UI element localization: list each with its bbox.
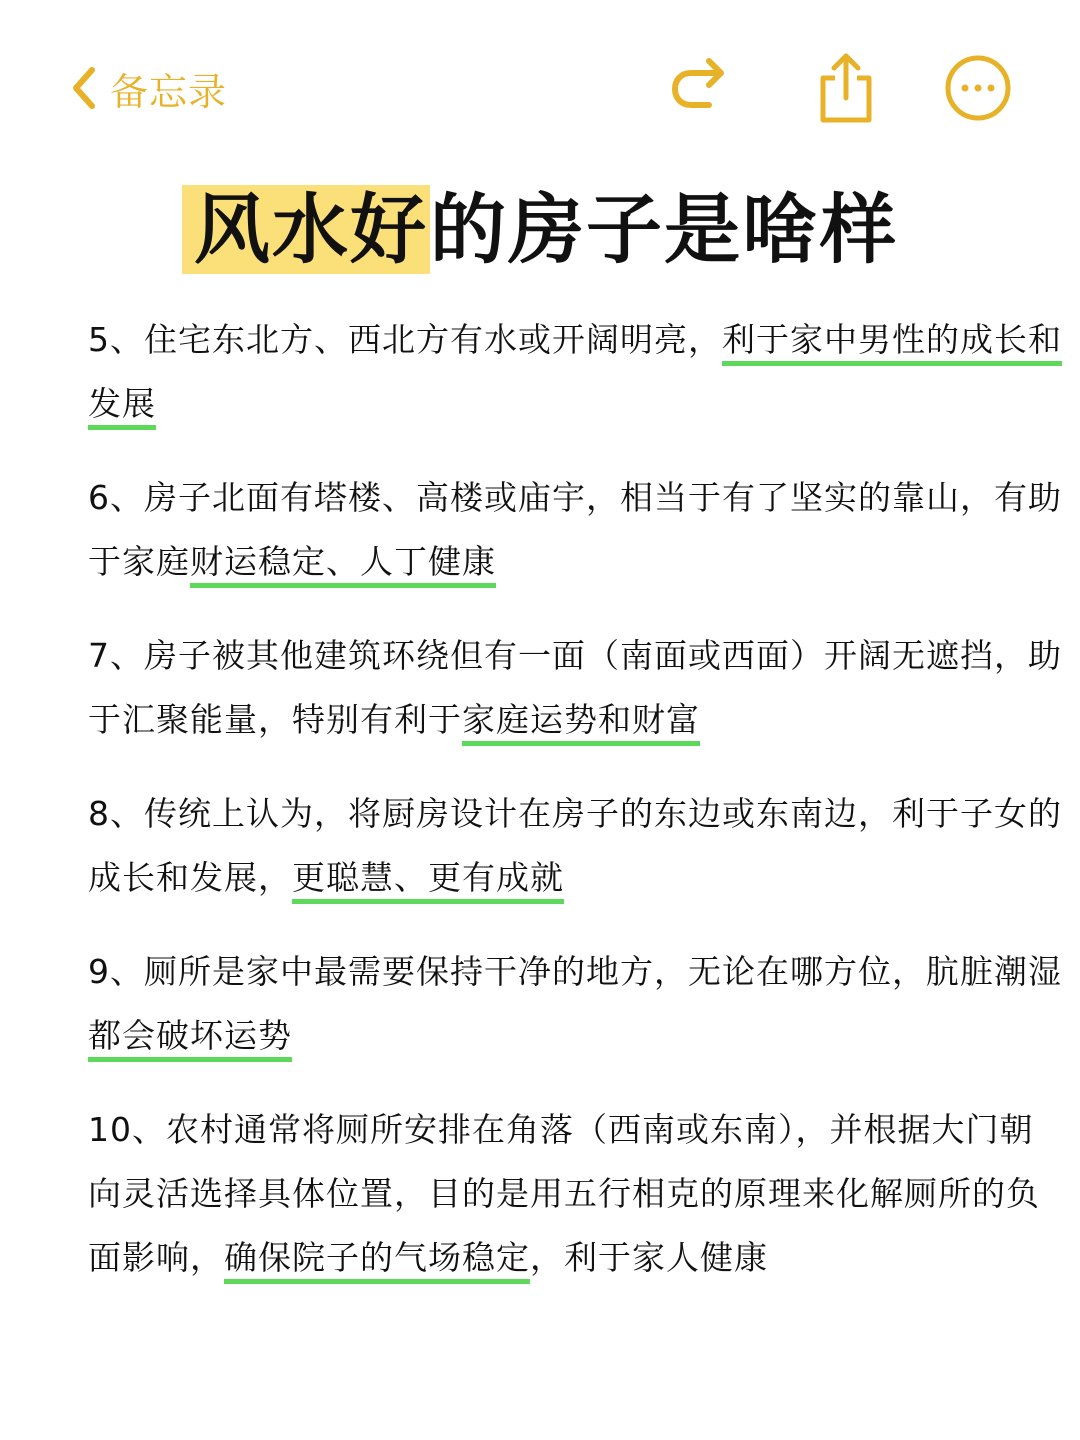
item-text: 6、房子北面有塔楼、高楼或庙宇，相当于有了坚实的靠山，有助于家庭 bbox=[88, 478, 1062, 581]
note-item-9 bbox=[88, 940, 1063, 1068]
item-text: 10、农村通常将厕所安排在角落（西南或东南），并根据大门朝向灵活选择具体位置，目的是用五行相克的原理来化解厕所的负面影响， bbox=[88, 1110, 1040, 1277]
note-item-5 bbox=[88, 308, 1063, 436]
navigation-bar bbox=[0, 0, 1080, 170]
redo-button[interactable] bbox=[662, 50, 738, 126]
chevron-left-icon bbox=[66, 64, 102, 112]
item-underlined-text: 家庭运势和财富 bbox=[462, 700, 700, 739]
redo-icon bbox=[665, 53, 735, 123]
item-text: 7、房子被其他建筑环绕但有一面（南面或西面）开阔无遮挡，助于汇聚能量，特别有利于 bbox=[88, 636, 1062, 739]
note-item-8 bbox=[88, 782, 1063, 910]
note-item-6 bbox=[88, 466, 1063, 594]
note-title bbox=[182, 178, 898, 282]
more-button[interactable] bbox=[940, 50, 1016, 126]
note-title-container bbox=[0, 178, 1080, 282]
back-button[interactable] bbox=[66, 58, 227, 118]
item-text: 9、厕所是家中最需要保持干净的地方，无论在哪方位，肮脏潮湿 bbox=[88, 952, 1062, 991]
item-text: 8、传统上认为，将厨房设计在房子的东边或东南边，利于子女的成长和发展， bbox=[88, 794, 1062, 897]
title-rest: 的房子是啥样 bbox=[430, 185, 898, 274]
share-icon bbox=[811, 50, 881, 126]
item-text: 5、住宅东北方、西北方有水或开阔明亮， bbox=[88, 320, 722, 359]
title-highlight: 风水好 bbox=[182, 185, 430, 274]
note-item-7 bbox=[88, 624, 1063, 752]
back-label: 备忘录 bbox=[110, 69, 228, 114]
note-item-10 bbox=[88, 1098, 1063, 1290]
item-underlined-text: 利于家中男性的成长和发展 bbox=[88, 320, 1062, 423]
more-icon bbox=[943, 53, 1013, 123]
item-underlined-text: 更聪慧、更有成就 bbox=[292, 858, 564, 897]
note-body[interactable] bbox=[88, 308, 1063, 1320]
item-underlined-text: 确保院子的气场稳定 bbox=[224, 1238, 530, 1277]
item-text-after: ，利于家人健康 bbox=[530, 1238, 768, 1277]
share-button[interactable] bbox=[808, 50, 884, 126]
item-underlined-text: 财运稳定、人丁健康 bbox=[190, 542, 496, 581]
item-underlined-text: 都会破坏运势 bbox=[88, 1016, 292, 1055]
